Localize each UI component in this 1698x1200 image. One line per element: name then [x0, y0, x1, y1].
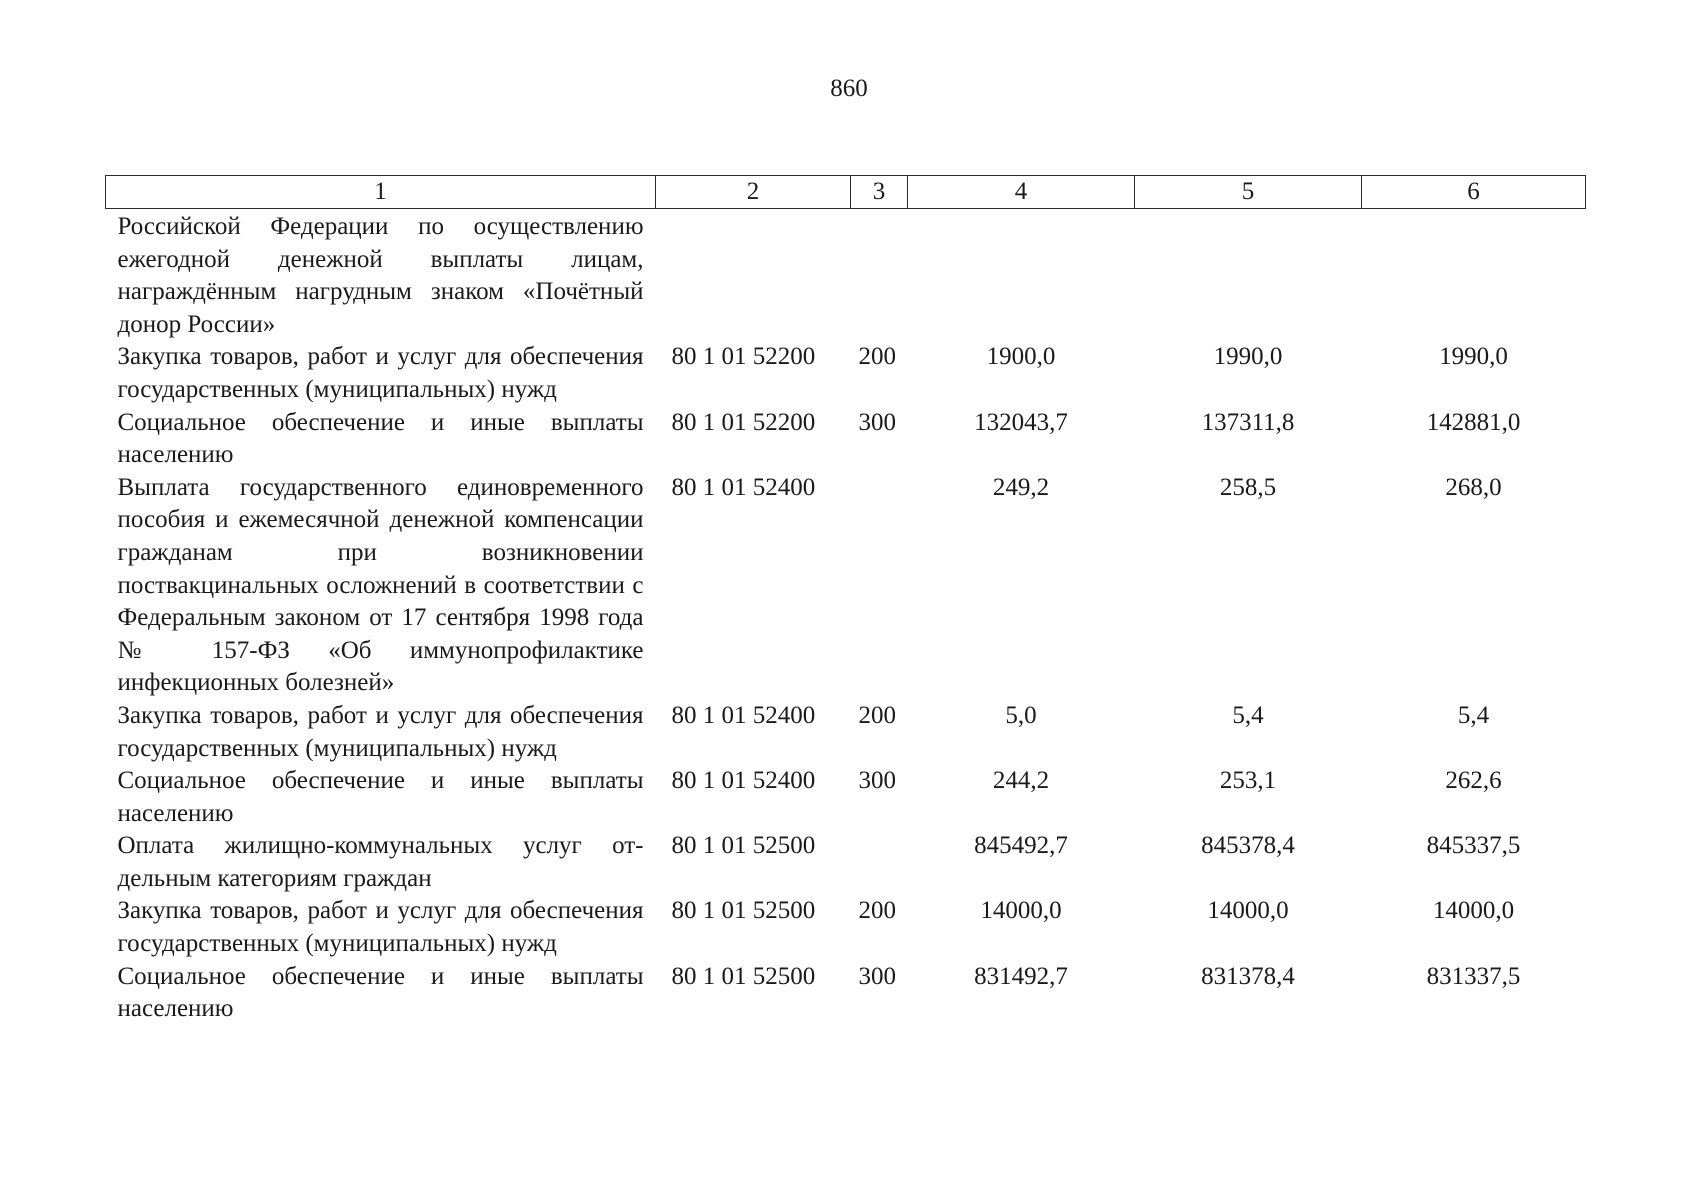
table-row — [106, 895, 1586, 960]
amount-col-5: 258,5 — [1219, 473, 1277, 501]
row-description: Закупка товаров, работ и услуг для обеспечения государственных (муниципальных) нужд — [117, 343, 644, 403]
column-header-3: 3 — [851, 176, 908, 209]
target-article-code: 80 1 01 52500 — [671, 897, 816, 925]
amount-col-5: 14000,0 — [1207, 897, 1289, 925]
amount-col-4: 845492,7 — [974, 832, 1068, 860]
table-row — [106, 830, 1586, 895]
target-article-code: 80 1 01 52400 — [671, 767, 816, 795]
target-article-code: 80 1 01 52500 — [671, 832, 816, 860]
amount-col-6: 262,6 — [1445, 767, 1502, 795]
expense-type-code: 200 — [858, 701, 896, 729]
column-header-6: 6 — [1362, 176, 1586, 209]
row-description: Закупка товаров, работ и услуг для обеспечения государственных (муниципальных) нужд — [117, 701, 644, 762]
amount-col-4: 244,2 — [992, 767, 1050, 795]
amount-col-6: 268,0 — [1445, 473, 1502, 501]
amount-col-6: 142881,0 — [1426, 408, 1521, 436]
column-header-1: 1 — [106, 176, 656, 209]
expense-type-code: 300 — [858, 962, 896, 990]
amount-col-5: 253,1 — [1219, 767, 1277, 795]
amount-col-4: 132043,7 — [974, 408, 1068, 436]
amount-col-6: 5,4 — [1457, 701, 1490, 729]
amount-col-6: 14000,0 — [1432, 897, 1515, 925]
amount-col-5: 845378,4 — [1201, 832, 1295, 860]
amount-col-5: 5,4 — [1232, 701, 1264, 729]
expense-type-code — [851, 209, 908, 342]
table-row — [106, 961, 1586, 1026]
amount-col-5: 137311,8 — [1201, 408, 1295, 436]
row-description: Закупка товаров, работ и услуг для обеспечения государственных (муниципальных) нужд — [117, 897, 644, 958]
amount-col-6: 831337,5 — [1426, 962, 1521, 990]
expense-type-code: 200 — [858, 343, 896, 371]
expense-type-code: 200 — [858, 897, 896, 925]
table-row — [106, 765, 1586, 830]
amount-col-4: 249,2 — [992, 473, 1050, 501]
amount-col-4: 831492,7 — [974, 962, 1068, 990]
page-number: 860 — [830, 75, 868, 102]
row-description: Российской Федерации по осуществлению ежегодной денежной выплаты лицам, награждённым нагрудным знаком «Почётный донор России» — [117, 213, 644, 338]
table-row — [106, 407, 1586, 472]
amount-col-4: 5,0 — [1005, 701, 1037, 729]
table-row — [106, 700, 1586, 765]
expense-type-code — [851, 830, 908, 895]
table-row — [106, 209, 1586, 342]
amount-col-5: 1990,0 — [1213, 343, 1283, 371]
row-description: Социальное обеспечение и иные выплаты населению — [117, 962, 644, 1023]
table-body — [106, 209, 1586, 1026]
amount-col-6: 1990,0 — [1439, 343, 1508, 371]
amount-col-6: 845337,5 — [1426, 832, 1521, 860]
column-header-4: 4 — [908, 176, 1135, 209]
amount-col-4 — [908, 209, 1135, 342]
target-article-code: 80 1 01 52400 — [671, 701, 816, 729]
amount-col-4: 14000,0 — [980, 897, 1062, 925]
amount-col-6 — [1362, 209, 1586, 342]
amount-col-5: 831378,4 — [1201, 962, 1295, 990]
row-description: Социальное обеспечение и иные выплаты населению — [117, 767, 644, 827]
table-row — [106, 472, 1586, 700]
target-article-code — [656, 209, 851, 342]
budget-table — [105, 175, 1586, 1026]
row-description: Социальное обеспечение и иные выплаты населению — [117, 408, 644, 469]
header-row — [106, 176, 1586, 209]
target-article-code: 80 1 01 52200 — [671, 343, 816, 371]
column-header-2: 2 — [656, 176, 851, 209]
table-row — [106, 341, 1586, 406]
column-header-5: 5 — [1135, 176, 1362, 209]
table-header — [106, 176, 1586, 209]
target-article-code: 80 1 01 52200 — [671, 408, 816, 436]
row-description: Оплата жилищно-коммунальных услуг отдельным категориям граждан — [117, 832, 644, 892]
amount-col-4: 1900,0 — [986, 343, 1056, 371]
target-article-code: 80 1 01 52500 — [671, 962, 816, 990]
expense-type-code — [851, 472, 908, 700]
expense-type-code: 300 — [858, 408, 896, 436]
amount-col-5 — [1135, 209, 1362, 342]
expense-type-code: 300 — [858, 767, 896, 795]
target-article-code: 80 1 01 52400 — [671, 473, 816, 501]
row-description: Выплата государственного единовременного пособия и ежемесячной денежной компенсации гражданам при возникновении поствакцинальных осложнений в соответствии с Федеральным законом от 17 сентября 1998 года № 157-ФЗ «Об иммунопрофилактике инфекционных болезней» — [117, 473, 644, 697]
